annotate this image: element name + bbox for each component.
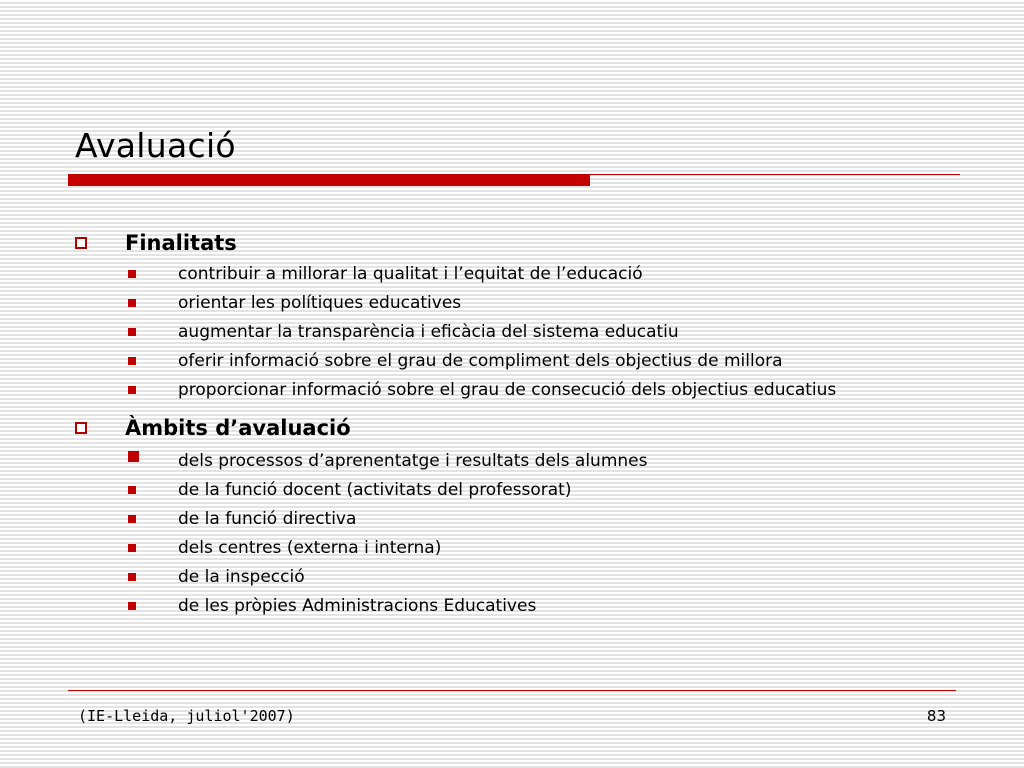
footer-divider [68, 690, 956, 691]
slide-title: Avaluació [75, 126, 236, 165]
square-bullet-icon [128, 544, 136, 552]
square-bullet-icon [128, 602, 136, 610]
square-bullet-icon [128, 270, 136, 278]
list-item-text: de la funció docent (activitats del professorat) [178, 480, 572, 500]
square-bullet-icon [128, 573, 136, 581]
square-bullet-icon [128, 386, 136, 394]
section-label: Finalitats [125, 231, 237, 255]
list-item-text: dels processos d’aprenentatge i resultats dels alumnes [178, 451, 648, 471]
square-bullet-icon [128, 486, 136, 494]
list-item-text: de les pròpies Administracions Educatives [178, 596, 537, 616]
page-number: 83 [926, 707, 946, 725]
title-underline-accent [68, 175, 590, 186]
square-bullet-icon [128, 328, 136, 336]
list-item-text: augmentar la transparència i eficàcia del sistema educatiu [178, 322, 679, 342]
square-bullet-icon [128, 451, 139, 462]
square-bullet-icon [128, 515, 136, 523]
list-item-text: de la inspecció [178, 567, 305, 587]
list-item-text: de la funció directiva [178, 509, 357, 529]
square-bullet-icon [128, 357, 136, 365]
section-label: Àmbits d’avaluació [125, 416, 351, 440]
footer-source: (IE-Lleida, juliol'2007) [78, 707, 295, 725]
hollow-square-bullet-icon [75, 422, 87, 434]
list-item-text: dels centres (externa i interna) [178, 538, 442, 558]
list-item-text: orientar les polítiques educatives [178, 293, 462, 313]
square-bullet-icon [128, 299, 136, 307]
list-item-text: proporcionar informació sobre el grau de consecució dels objectius educatius [178, 380, 837, 400]
list-item-text: contribuir a millorar la qualitat i l’equitat de l’educació [178, 264, 643, 284]
hollow-square-bullet-icon [75, 237, 87, 249]
list-item-text: oferir informació sobre el grau de compliment dels objectius de millora [178, 351, 783, 371]
